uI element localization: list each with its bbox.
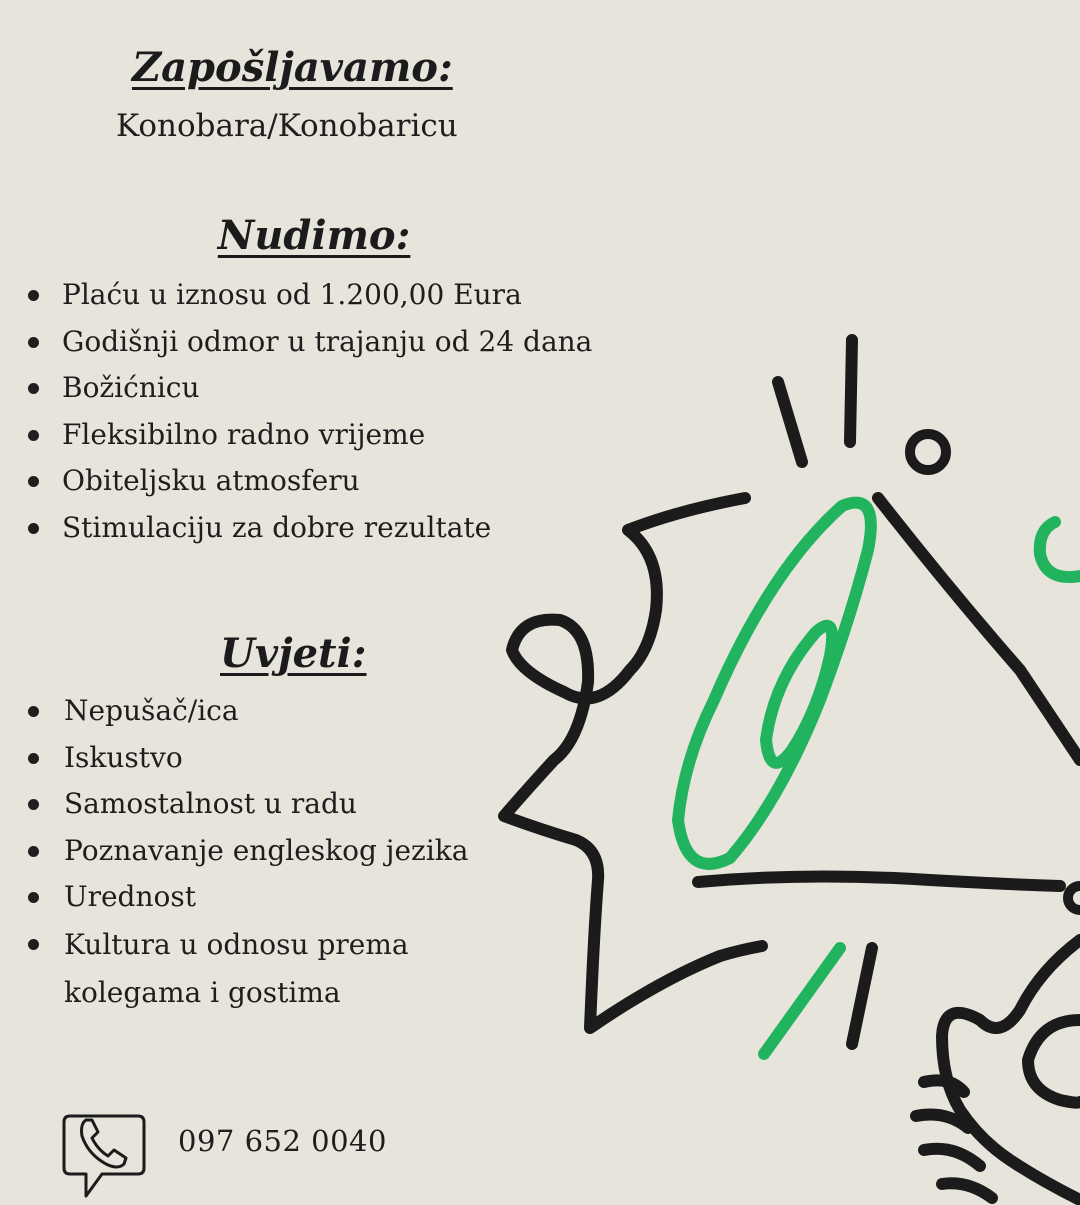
megaphone-cone xyxy=(878,498,1080,760)
megaphone-base xyxy=(698,876,1060,886)
offer-heading: Nudimo: xyxy=(217,212,411,259)
list-item: Godišnji odmor u trajanju od 24 dana xyxy=(26,319,592,366)
list-item: Kultura u odnosu prema kolegama i gostima xyxy=(26,921,544,1017)
list-item: Iskustvo xyxy=(26,735,544,782)
list-item: Plaću u iznosu od 1.200,00 Eura xyxy=(26,272,592,319)
conditions-heading: Uvjeti: xyxy=(220,630,367,677)
megaphone-rim-outer xyxy=(678,503,871,864)
accent-line xyxy=(764,948,840,1054)
list-item: Poznavanje engleskog jezika xyxy=(26,828,544,875)
hand-finger xyxy=(924,1149,980,1166)
accent-mark xyxy=(1040,522,1080,577)
list-item: Samostalnost u radu xyxy=(26,781,544,828)
hiring-heading: Zapošljavamo: xyxy=(131,44,453,91)
phone-chat-icon xyxy=(56,1108,150,1204)
hand-thumb xyxy=(1028,1020,1080,1103)
dash-mark xyxy=(850,340,852,442)
small-circle xyxy=(910,434,946,470)
phone-number: 097 652 0040 xyxy=(178,1124,387,1158)
hand-finger xyxy=(924,1080,964,1092)
dash-mark xyxy=(852,948,872,1044)
speech-burst xyxy=(504,498,762,1028)
list-item: Obiteljsku atmosferu xyxy=(26,458,592,505)
list-item: Nepušač/ica xyxy=(26,688,544,735)
megaphone-rim-inner xyxy=(766,626,832,763)
contact-block xyxy=(56,1108,387,1204)
list-item: Urednost xyxy=(26,874,544,921)
list-item: Fleksibilno radno vrijeme xyxy=(26,412,592,459)
hiring-position: Konobara/Konobaricu xyxy=(116,108,458,144)
list-item: Stimulaciju za dobre rezultate xyxy=(26,505,592,552)
hand-finger xyxy=(942,1183,992,1198)
dash-mark xyxy=(778,382,802,462)
conditions-list xyxy=(26,688,544,1017)
hand-finger xyxy=(916,1115,968,1129)
megaphone-illustration xyxy=(480,320,1080,1205)
list-item: Božićnicu xyxy=(26,365,592,412)
small-circle xyxy=(1068,886,1080,910)
